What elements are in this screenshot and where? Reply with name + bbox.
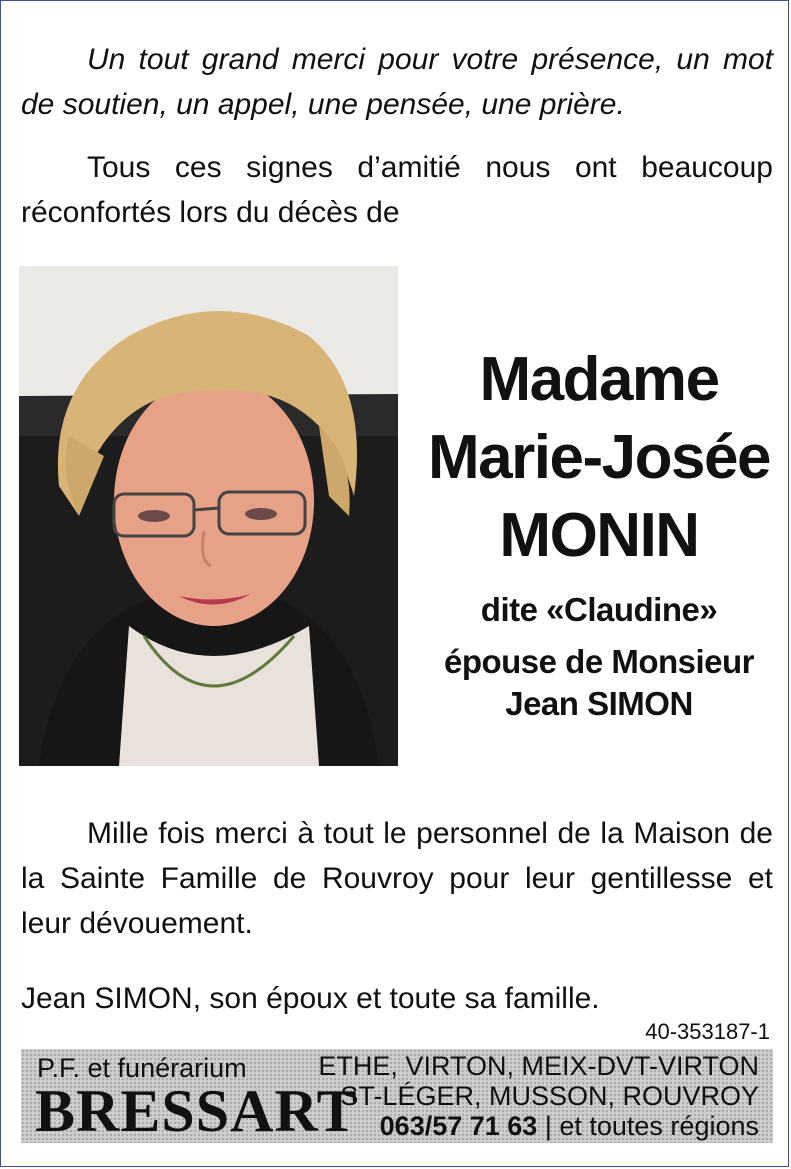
portrait-illustration — [19, 266, 398, 766]
phone-number: 063/57 71 63 — [379, 1111, 538, 1141]
spouse-line-1: épouse de Monsieur — [443, 643, 755, 680]
deceased-last-name: MONIN — [499, 501, 699, 570]
deceased-nickname: dite «Claudine» — [480, 591, 718, 628]
reference-number: 40-353187-1 — [645, 1019, 770, 1044]
signs-paragraph: Tous ces signes d’amitié nous ont beaucoup réconfortés lors du décès de — [21, 151, 773, 229]
funeral-home-name: BRESSART — [35, 1078, 358, 1144]
deceased-first-name: Marie-Josée — [428, 423, 770, 492]
signature-line: Jean SIMON, son époux et toute sa famille. — [21, 982, 600, 1015]
locations-line-1: ETHE, VIRTON, MEIX-DVT-VIRTON — [318, 1051, 759, 1081]
spouse-line-2: Jean SIMON — [505, 685, 693, 722]
deceased-title: Madame — [479, 345, 719, 414]
portrait-photo — [19, 266, 398, 766]
intro-paragraph: Un tout grand merci pour votre présence, un mot de soutien, un appel, une pensée, une prière. — [21, 43, 773, 121]
regions-text: et toutes régions — [559, 1111, 759, 1141]
locations-line-2: ST-LÉGER, MUSSON, ROUVROY — [340, 1081, 759, 1111]
separator: | — [544, 1111, 552, 1141]
deceased-name-block — [413, 341, 785, 725]
funeral-home-banner — [21, 1049, 773, 1143]
funeral-home-prefix: P.F. et funérarium — [37, 1053, 247, 1083]
contact-row — [380, 1111, 759, 1141]
thanks-staff-paragraph: Mille fois merci à tout le personnel de la Maison de la Sainte Famille de Rouvroy pour leur gentillesse et leur dévouement. — [21, 817, 773, 940]
